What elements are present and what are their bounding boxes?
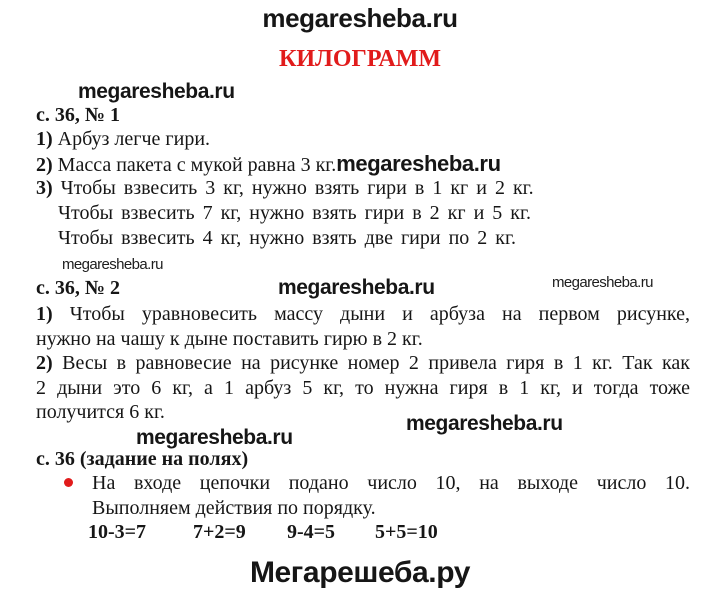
item-number: 2) (36, 352, 53, 374)
bullet-icon (64, 478, 73, 487)
equation-3: 9-4=5 (287, 521, 336, 543)
watermark-bold-3: megaresheba.ru (406, 412, 563, 435)
watermark-bold-4: megaresheba.ru (136, 426, 293, 449)
section2-para2-line1 (36, 352, 690, 375)
item-number: 1) (36, 303, 53, 325)
item-text: Чтобы взвесить 3 кг, нужно взять гири в 1 кг и 2 кг. (60, 177, 534, 199)
section3-heading: с. 36 (задание на полях) (36, 448, 249, 470)
section2-para1-line1 (36, 303, 690, 326)
section1-item3-cont1: Чтобы взвесить 7 кг, нужно взять гири в 2 кг и 5 кг. (58, 202, 531, 224)
section2-para2-line2: 2 дыни это 6 кг, а 1 арбуз 5 кг, то нужна гиря в 1 кг, и тогда тоже (36, 377, 690, 399)
section1-item3-cont2: Чтобы взвесить 4 кг, нужно взять две гири по 2 кг. (58, 227, 516, 249)
section2-para1-line2: нужно на чашу к дыне поставить гирю в 2 кг. (36, 328, 423, 350)
section1-item3 (36, 177, 534, 200)
watermark-small-right: megaresheba.ru (552, 274, 653, 291)
equation-2: 7+2=9 (193, 521, 246, 543)
site-brand-bottom: Мегарешеба.ру (249, 556, 471, 589)
section3-bullet-line1: На входе цепочки подано число 10, на выходе число 10. (92, 472, 690, 494)
section2-para2-line3: получится 6 кг. (36, 401, 165, 423)
watermark-bold-1: megaresheba.ru (78, 80, 235, 103)
section1-item1 (36, 128, 210, 151)
item-text: Весы в равновесие на рисунке номер 2 привела гиря в 1 кг. Так как (62, 352, 690, 374)
item-text: Масса пакета с мукой равна 3 кг. (57, 154, 337, 176)
watermark-inline: megaresheba.ru (336, 151, 501, 176)
watermark-small-left: megaresheba.ru (62, 256, 163, 273)
item-number: 3) (36, 177, 53, 199)
item-number: 2) (36, 154, 53, 176)
watermark-bold-2: megaresheba.ru (278, 276, 435, 299)
item-text: Чтобы уравновесить массу дыни и арбуза на первом рисунке, (69, 303, 690, 325)
equation-4: 5+5=10 (375, 521, 438, 543)
section1-heading: с. 36, № 1 (36, 104, 120, 126)
item-number: 1) (36, 128, 53, 150)
site-watermark-top: megaresheba.ru (262, 3, 458, 33)
equation-1: 10-3=7 (88, 521, 147, 543)
section3-bullet-line2: Выполняем действия по порядку. (92, 497, 376, 519)
section2-heading: с. 36, № 2 (36, 277, 120, 299)
item-text: Арбуз легче гири. (57, 128, 211, 150)
section1-item2 (36, 152, 501, 177)
page-title: КИЛОГРАММ (278, 46, 442, 72)
